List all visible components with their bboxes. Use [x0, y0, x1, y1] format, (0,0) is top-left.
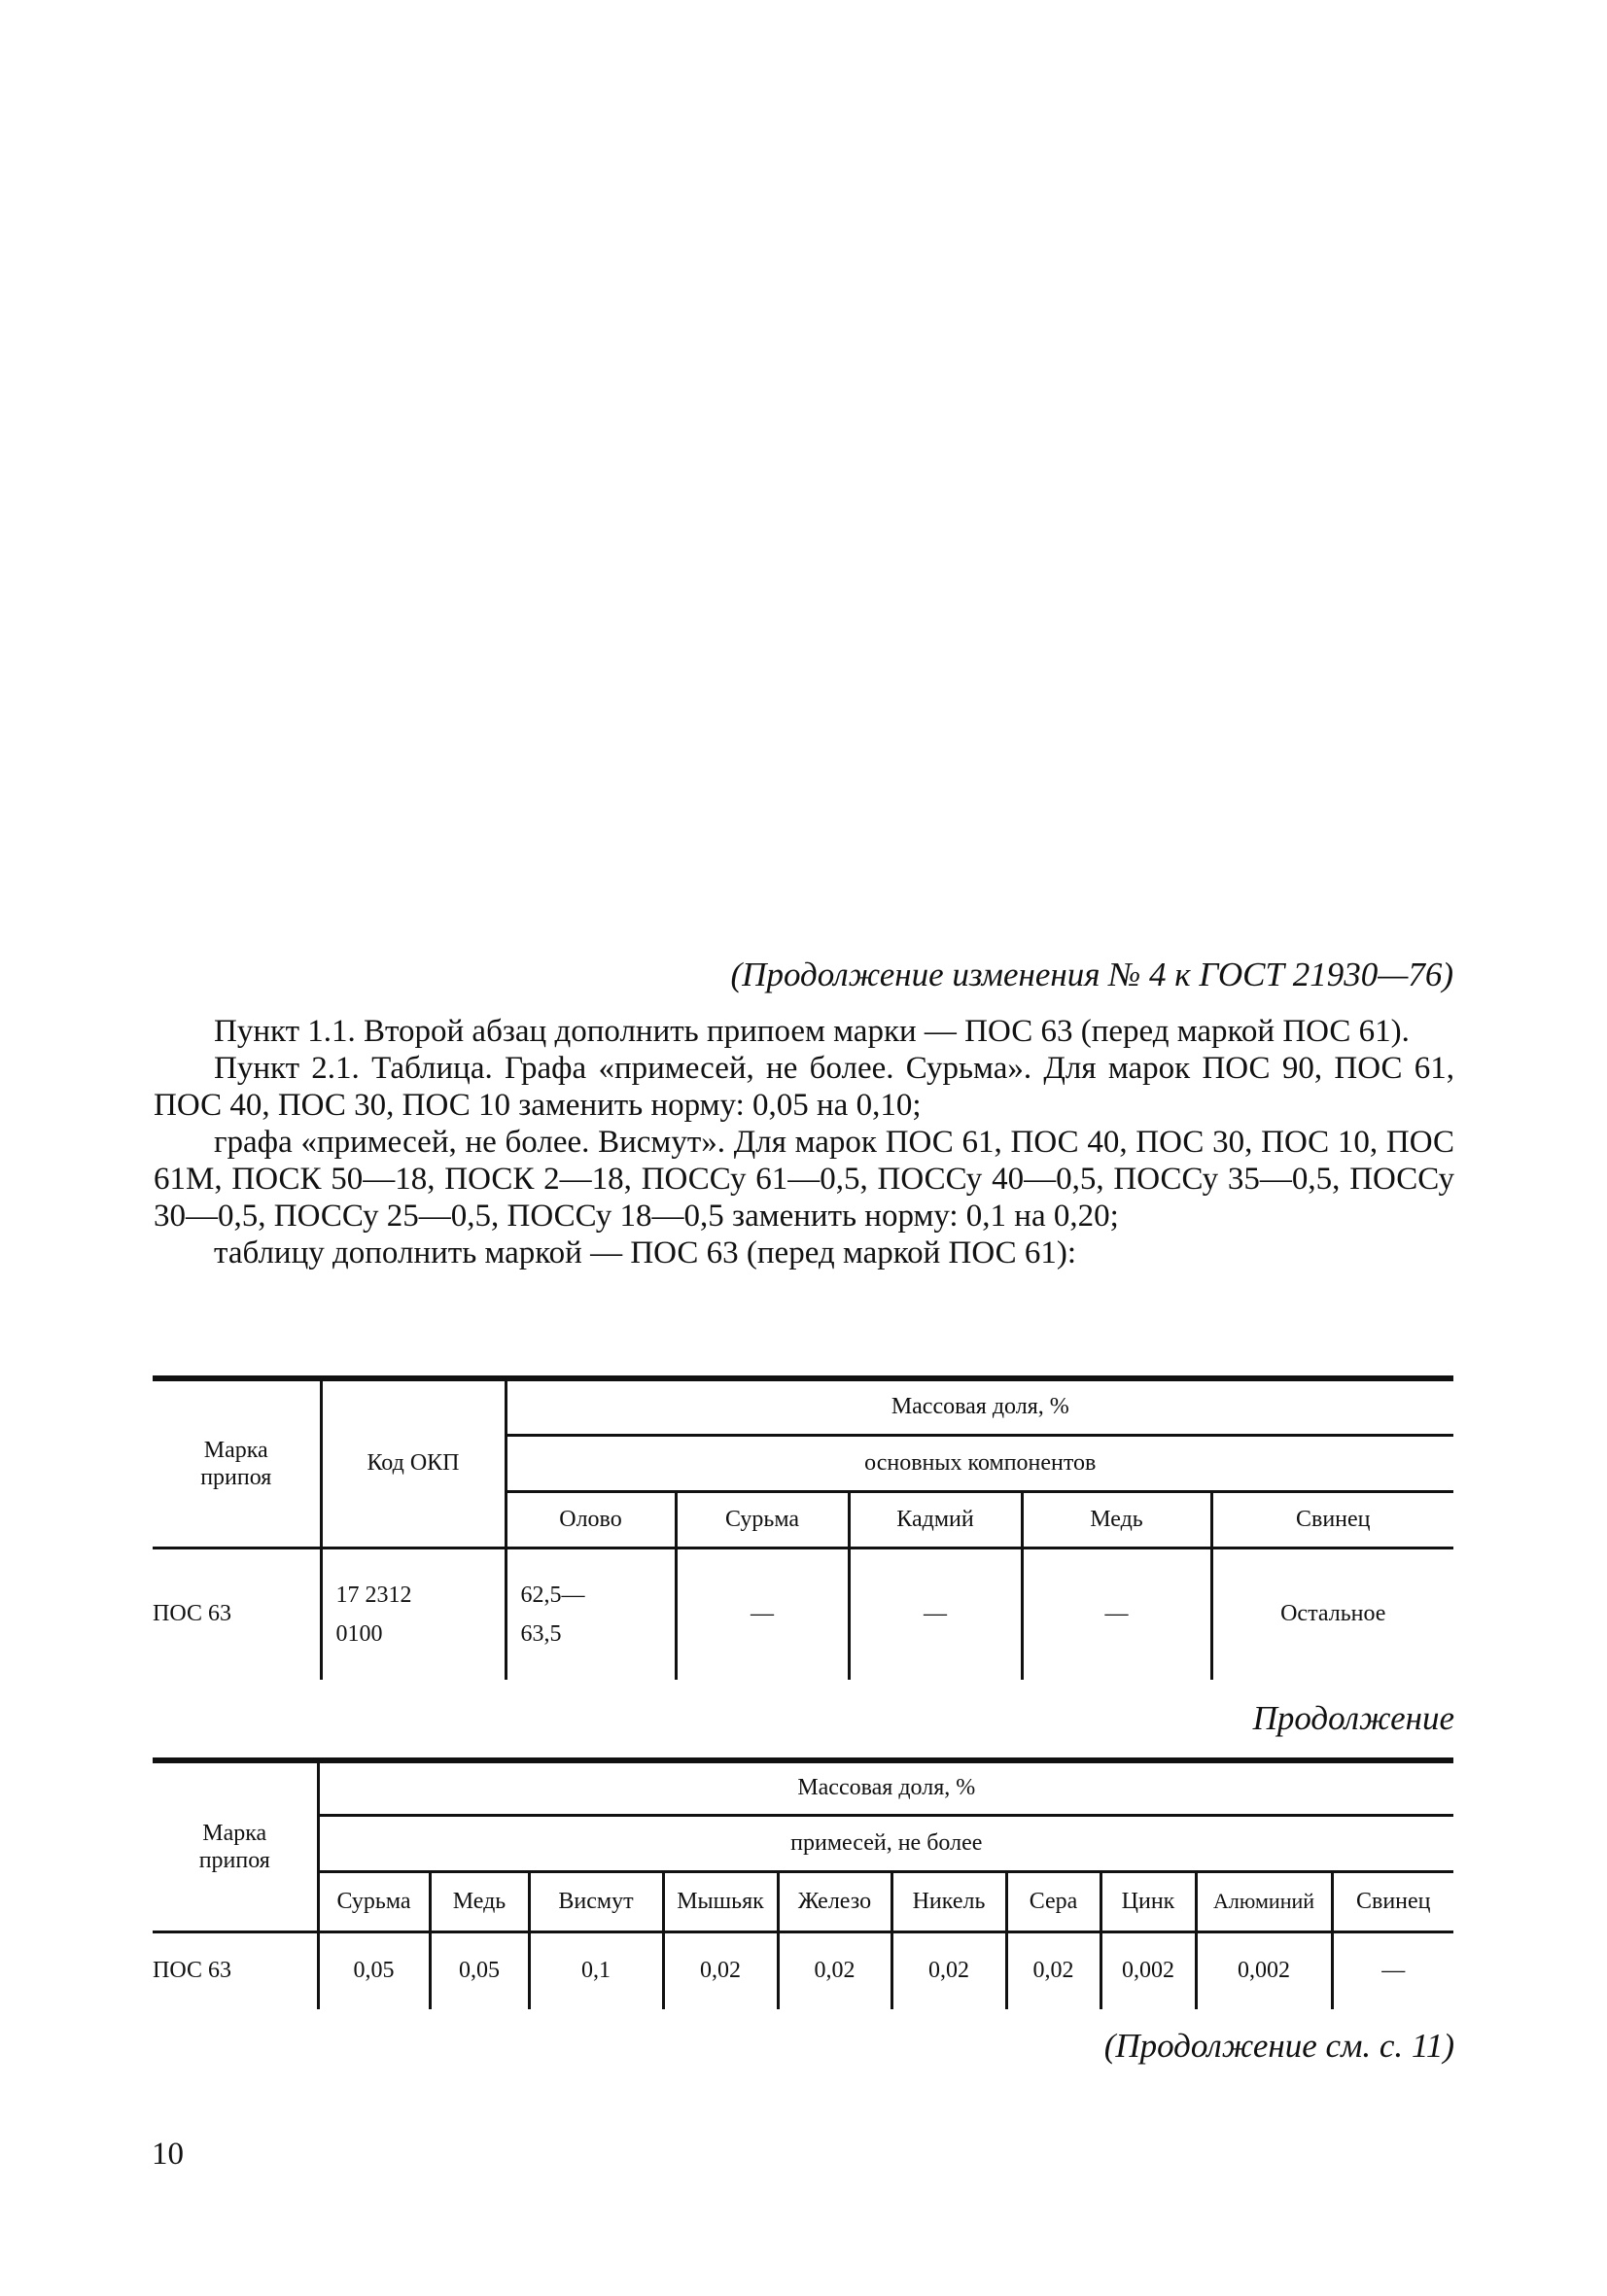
paragraph-2: Пункт 2.1. Таблица. Графа «примесей, не более. Сурьма». Для марок ПОС 90, ПОС 61, ПОС 40, ПОС 30, ПОС 10 заменить норму: 0,05 на 0,10;: [154, 1051, 1454, 1123]
group-header-mass: Массовая доля, %: [506, 1378, 1453, 1435]
table-cell-value: —: [676, 1548, 849, 1680]
col-header-impurity: Свинец: [1332, 1871, 1453, 1931]
components-table: [153, 1375, 1453, 1680]
paragraph-3: графа «примесей, не более. Висмут». Для марок ПОС 61, ПОС 40, ПОС 30, ПОС 10, ПОС 61М, ПОСК 50—18, ПОСК 2—18, ПОССу 61—0,5, ПОССу 40—0,5, ПОССу 35—0,5, ПОССу 30—0,5, ПОССу 25—0,5, ПОССу 18—0,5 заменить норму: 0,1 на 0,20;: [154, 1125, 1454, 1234]
page-number: 10: [152, 2137, 184, 2172]
col-header-component: Свинец: [1211, 1491, 1453, 1548]
continuation-header: (Продолжение изменения № 4 к ГОСТ 21930—76): [730, 956, 1453, 993]
col-header-impurity: Никель: [891, 1871, 1006, 1931]
table-cell-value: 0,05: [430, 1931, 529, 2009]
table-cell-value: —: [849, 1548, 1022, 1680]
table-cell-marka: ПОС 63: [153, 1601, 231, 1627]
subgroup-header: примесей, не более: [318, 1815, 1453, 1871]
subgroup-header: основных компонентов: [506, 1435, 1453, 1491]
table-cell-value: 0,02: [891, 1931, 1006, 2009]
col-header-marka: Марка припоя: [153, 1378, 321, 1548]
col-header-impurity: Висмут: [529, 1871, 663, 1931]
table-cell-value: 0,02: [778, 1931, 891, 2009]
paragraph-1: Пункт 1.1. Второй абзац дополнить припоем марки — ПОС 63 (перед маркой ПОС 61).: [214, 1014, 1410, 1049]
table-cell-marka: ПОС 63: [153, 1958, 231, 1984]
table-cell-value: 0,02: [1006, 1931, 1100, 2009]
col-header-component: Сурьма: [676, 1491, 849, 1548]
col-header-component: Олово: [506, 1491, 676, 1548]
table-cell-value: Остальное: [1211, 1548, 1453, 1680]
col-header-component: Кадмий: [849, 1491, 1022, 1548]
table-cell-value: 62,5— 63,5: [506, 1548, 676, 1680]
table-cell-value: 0,002: [1196, 1931, 1332, 2009]
col-header-impurity: Мышьяк: [663, 1871, 778, 1931]
paragraph-4: таблицу дополнить маркой — ПОС 63 (перед маркой ПОС 61):: [214, 1235, 1077, 1270]
col-header-impurity: Сурьма: [318, 1871, 430, 1931]
col-header-component: Медь: [1022, 1491, 1211, 1548]
col-header-impurity: Сера: [1006, 1871, 1100, 1931]
group-header-mass: Массовая доля, %: [318, 1760, 1453, 1815]
col-header-impurity: Железо: [778, 1871, 891, 1931]
col-header-impurity: Цинк: [1100, 1871, 1196, 1931]
table-cell-value: 0,02: [663, 1931, 778, 2009]
col-header-marka: Марка припоя: [153, 1760, 318, 1931]
continuation-label: Продолжение: [1252, 1699, 1454, 1737]
table-cell-value: 0,1: [529, 1931, 663, 2009]
table-cell-value: 0,05: [318, 1931, 430, 2009]
impurities-table: [153, 1757, 1453, 2009]
amendment-text: [154, 1013, 1454, 1271]
table-cell-value: —: [1022, 1548, 1211, 1680]
col-header-impurity: Медь: [430, 1871, 529, 1931]
table-cell-value: —: [1332, 1931, 1453, 2009]
col-header-kod: Код ОКП: [321, 1378, 506, 1548]
continuation-footer: (Продолжение см. с. 11): [1103, 2027, 1454, 2065]
table-cell-kod: 17 2312 0100: [321, 1548, 506, 1680]
table-cell-value: 0,002: [1100, 1931, 1196, 2009]
col-header-impurity: Алюминий: [1196, 1871, 1332, 1931]
